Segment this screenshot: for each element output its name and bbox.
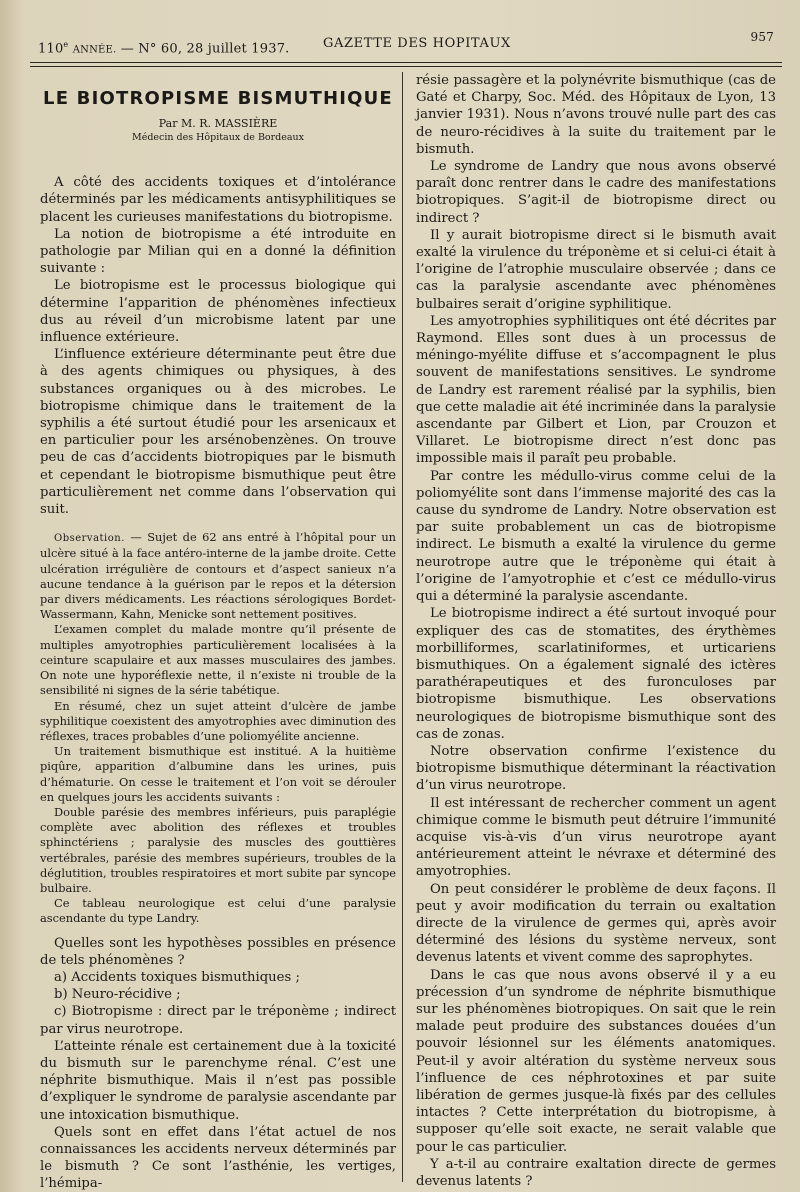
article-heading bbox=[40, 90, 396, 144]
article-title: LE BIOTROPISME BISMUTHIQUE bbox=[43, 88, 393, 109]
paragraph: Dans le cas que nous avons observé il y a eu précession d’un syndrome de néphrite bismuthique sur les phénomènes biotropiques. On sait que le rein malade peut produire des substances douées d’un pouvoir lésionnel sur les éléments anatomiques. Peut-il y avoir altération du système nerveux sous l’influence de ces néphrotoxines et par suite libération de germes jusque-là fixés par des cellules intactes ? Cette interprétation du biotropisme, à supposer qu’elle soit exacte, ne serait valable que pour le cas particulier. bbox=[416, 967, 776, 1155]
author-affiliation: Médecin des Hôpitaux de Bordeaux bbox=[131, 132, 305, 144]
issue-number: 110 bbox=[38, 41, 64, 57]
journal-name: GAZETTE DES HOPITAUX bbox=[323, 36, 511, 51]
column-divider bbox=[402, 72, 403, 1182]
continued-paragraph: résie passagère et la polynévrite bismuthique (cas de Gaté et Charpy, Soc. Méd. des Hôpitaux de Lyon, 13 janvier 1931). Nous n’avons trouvé nulle part des cas de neuro-récidives à la suite du traitement par le bismuth. bbox=[416, 73, 776, 157]
observation-text: — Sujet de 62 ans entré à l’hôpital pour un ulcère situé à la face antéro-interne de la jambe droite. Cette ulcération irrégulière de contours et d’aspect sanieux n’a aucune tendance à la guérison par le repos et la détersion par divers médicaments. Les réactions sérologiques Bordet-Wassermann, Kahn, Menicke sont nettement positives. bbox=[40, 530, 397, 622]
left-column bbox=[40, 76, 396, 1192]
paragraph: A côté des accidents toxiques et d’intolérance déterminés par les médicaments antisyphilitiques se placent les curieuses manifestations du biotropisme. bbox=[40, 175, 396, 225]
hypothesis-item: c) Biotropisme : direct par le tréponème ; indirect par virus neurotrope. bbox=[40, 1004, 396, 1037]
paragraph: On peut considérer le problème de deux façons. Il peut y avoir modification du terrain ou exaltation directe de la virulence de germes qui, après avoir déterminé des lésions du système nerveux, sont devenus latents et vivent comme des saprophytes. bbox=[416, 881, 776, 966]
running-head bbox=[38, 30, 778, 57]
paragraph: Par contre les médullo-virus comme celui de la poliomyélite sont dans l’immense majorité des cas la cause du syndrome de Landry. Notre observation est par suite probablement un cas de biotropisme indirect. Le bismuth a exalté la virulence du germe neurotrope autre que le tréponème qui était à l’origine de l’amyotrophie et c’est ce médullo-virus qui a déterminé la paralysie ascendante. bbox=[416, 468, 776, 605]
paragraph: Il est intéressant de rechercher comment un agent chimique comme le bismuth peut détruire l’immunité acquise vis-à-vis d’un virus neurotrope ayant antérieurement atteint le névraxe et déterminé des amyotrophies. bbox=[416, 795, 776, 880]
observation-paragraph: Un traitement bismuthique est institué. A la huitième piqûre, apparition d’albumine dans les urines, puis d’hématurie. On cesse le traitement et l’on voit se dérouler en quelques jours les accidents suivants : bbox=[40, 744, 396, 804]
paragraph: Le biotropisme indirect a été surtout invoqué pour expliquer des cas de stomatites, des érythèmes morbilliformes, scarlatiniformes, et urticariens bismuthiques. On a également signalé des ictères parathérapeutiques et des furonculoses par biotropisme bismuthique. Les observations neurologiques de biotropisme bismuthique sont des cas de zonas. bbox=[416, 606, 776, 742]
paragraph: Notre observation confirme l’existence du biotropisme bismuthique déterminant la réactivation d’un virus neurotrope. bbox=[416, 743, 776, 794]
page-number: 957 bbox=[750, 30, 774, 44]
observation-paragraph: Double parésie des membres inférieurs, puis paraplégie complète avec abolition des réflexes et troubles sphinctériens ; paralysie des muscles des gouttières vertébrales, parésie des membres supérieurs, troubles de la déglutition, troubles respiratoires et mort subite par syncope bulbaire. bbox=[40, 804, 396, 895]
hypothesis-item: b) Neuro-récidive ; bbox=[54, 987, 181, 1003]
paragraph: Le biotropisme est le processus biologique qui détermine l’apparition de phénomènes infectieux dus au réveil d’un microbisme latent par une influence extérieure. bbox=[40, 278, 396, 346]
issue-line bbox=[38, 40, 290, 56]
right-column bbox=[416, 72, 776, 1190]
observation-paragraph: En résumé, chez un sujet atteint d’ulcère de jambe syphilitique coexistent des amyotrophies avec diminution des réflexes, traces probables d’une poliomyélite ancienne. bbox=[40, 698, 396, 743]
observation-paragraph: L’examen complet du malade montre qu’il présente de multiples amyotrophies particulièrement localisées à la ceinture scapulaire et aux masses musculaires des jambes. On note une hyporéflexie nette, il n’existe ni trouble de la sensibilité ni signes de la série tabétique. bbox=[40, 622, 396, 698]
paragraph: Y a-t-il au contraire exaltation directe de germes devenus latents ? bbox=[416, 1156, 776, 1189]
hypothesis-item: a) Accidents toxiques bismuthiques ; bbox=[54, 969, 300, 985]
paragraph: Le syndrome de Landry que nous avons observé paraît donc rentrer dans le cadre des manifestations biotropiques. S’agit-il de biotropisme direct ou indirect ? bbox=[416, 159, 776, 226]
paragraph: Les amyotrophies syphilitiques ont été décrites par Raymond. Elles sont dues à un processus de méningo-myélite diffuse et s’accompagnent le plus souvent de manifestations sensitives. Le syndrome de Landry est rarement réalisé par la syphilis, bien que cette maladie ait été incriminée dans la paralysie ascendante par Gilbert et Lion, par Crouzon et Villaret. Le biotropisme direct n’est donc pas impossible mais il paraît peu probable. bbox=[416, 313, 776, 467]
hypotheses-list bbox=[40, 935, 396, 1038]
article-author: Par M. R. MASSIÈRE bbox=[158, 117, 278, 131]
issue-date: — N° 60, 28 juillet 1937. bbox=[120, 41, 290, 57]
header-rule-bottom bbox=[30, 66, 782, 67]
issue-label: ANNÉE. bbox=[72, 44, 117, 56]
issue-sup: e bbox=[63, 40, 69, 49]
paragraph: L’atteinte rénale est certainement due à la toxicité du bismuth sur le parenchyme rénal. C’est une néphrite bismuthique. Mais il n’est pas possible d’expliquer le syndrome de paralysie ascendante par une intoxication bismuthique. bbox=[40, 1038, 396, 1123]
hypotheses-question: Quelles sont les hypothèses possibles en présence de tels phénomènes ? bbox=[40, 935, 396, 968]
observation-first-paragraph bbox=[40, 530, 396, 622]
observation-paragraph: Ce tableau neurologique est celui d’une paralysie ascendante du type Landry. bbox=[40, 896, 396, 926]
observation-block bbox=[40, 530, 396, 926]
observation-label: Observation. bbox=[54, 533, 125, 545]
paragraph: L’influence extérieure déterminante peut être due à des agents chimiques ou physiques, à des substances organiques ou à des microbes. Le biotropisme chimique dans le traitement de la syphilis a été surtout étudié pour les arsenicaux et en particulier pour les arsénobenzènes. On trouve peu de cas d’accidents biotropiques par le bismuth et cependant le biotropisme bismuthique peut être particulièrement net comme dans l’observation qui suit. bbox=[40, 347, 396, 518]
paragraph: Il y aurait biotropisme direct si le bismuth avait exalté la virulence du tréponème et si celui-ci était à l’origine de l’atrophie musculaire observée ; dans ce cas la paralysie ascendante avec phénomènes bulbaires serait d’origine syphilitique. bbox=[416, 227, 776, 312]
paragraph: Quels sont en effet dans l’état actuel de nos connaissances les accidents nerveux déterminés par le bismuth ? Ce sont l’asthénie, les vertiges, l’hémipa- bbox=[40, 1124, 396, 1192]
paragraph: La notion de biotropisme a été introduite en pathologie par Milian qui en a donné la définition suivante : bbox=[40, 226, 396, 277]
header-rule-top bbox=[30, 62, 782, 63]
